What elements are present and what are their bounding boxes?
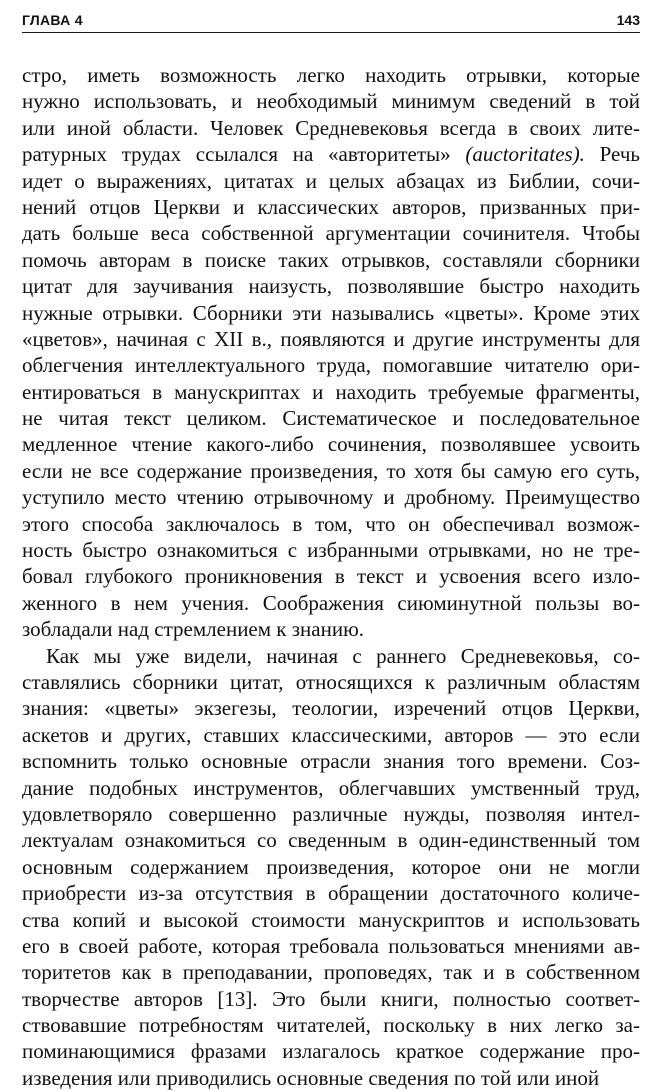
text-line: зобладали над стремлением к знанию. [22, 617, 365, 642]
text-line: дать больше веса собственной аргументации сочинителя. Чтобы [22, 221, 640, 246]
text-line: приобрести из-за отсутствия в обращении достаточного количе- [22, 881, 640, 906]
paragraph-1 [22, 62, 640, 643]
text-line: медленное чтение какого-либо сочинения, позволявшее усвоить [22, 432, 640, 457]
text-line: аскетов и других, ставших классическими, авторов — это если [22, 722, 640, 747]
text-line: торитетов как в преподавании, проповедях, так и в собственном [22, 960, 640, 985]
text-line: ства копий и высокой стоимости манускриптов и использовать [22, 907, 640, 932]
text-line: изведения или приводились основные сведения по той или иной [22, 1065, 600, 1090]
text-line: или иной области. Человек Средневековья всегда в своих лите- [22, 115, 640, 140]
text-line: дание подобных инструментов, облегчавших умственный труд, [22, 775, 640, 800]
text-line: помочь авторам в поиске таких отрывков, составляли сборники [22, 247, 640, 272]
body-text [22, 62, 640, 1091]
latin-term: (auctoritates). [465, 142, 585, 167]
text-line: «цветов», начиная с XII в., появляются и другие инструменты для [22, 326, 640, 351]
running-head [22, 10, 640, 33]
text-line: вспомнить только основные отрасли знания того времени. Соз- [22, 749, 640, 774]
text-line: ставлялись сборники цитат, относящихся к различным областям [22, 669, 640, 694]
text-line: ность быстро ознакомиться с избранными отрывками, но не тре- [22, 538, 640, 563]
text-line: облегчения интеллектуального труда, помогавшие читателю ори- [22, 353, 640, 378]
text-line: удовлетворяло совершенно различные нужды, позволяя интел- [22, 801, 640, 826]
paragraph-2 [22, 643, 640, 1091]
text-line: не читая текст целиком. Систематическое и последовательное [22, 406, 640, 431]
text-line: нужно использовать, и необходимый минимум сведений в той [22, 89, 640, 114]
text-line: творчестве авторов [13]. Это были книги, полностью соответ- [22, 986, 640, 1011]
text-line: знания: «цветы» экзегезы, теологии, изречений отцов Церкви, [22, 696, 640, 721]
text-line: бовал глубокого проникновения в текст и усвоения всего изло- [22, 564, 640, 589]
text-line: этого способа заключалось в том, что он обеспечивал возмож- [22, 511, 640, 536]
text-line: основным содержанием произведения, которое они не могли [22, 854, 640, 879]
text-line: его в своей работе, которая требовала пользоваться мнениями ав- [22, 933, 640, 958]
text-line: нужные отрывки. Сборники эти назывались «цветы». Кроме этих [22, 300, 640, 325]
text-line: цитат для заучивания наизусть, позволявшие быстро находить [22, 274, 640, 299]
page-number: 143 [616, 12, 640, 28]
text-line: ратурных трудах ссылался на «авторитеты» (auctoritates). Речь [22, 142, 640, 167]
text-line: поминающимися фразами излагалось краткое содержание про- [22, 1039, 640, 1064]
text-line: ентироваться в манускриптах и находить требуемые фрагменты, [22, 379, 640, 404]
text-line: уступило место чтению отрывочному и дробному. Преимущество [22, 485, 640, 510]
text-line: ствовавшие потребностям читателей, поскольку в них легко за- [22, 1013, 640, 1038]
text-line: если не все содержание произведения, то хотя бы самую его суть, [22, 458, 640, 483]
text-line: идет о выражениях, цитатах и целых абзацах из Библии, сочи- [22, 168, 640, 193]
text-line: стро, иметь возможность легко находить отрывки, которые [22, 63, 640, 87]
text-line: нений отцов Церкви и классических авторов, призванных при- [22, 194, 640, 219]
chapter-title: ГЛАВА 4 [22, 12, 83, 28]
text-line: женного в нем учения. Соображения сиюминутной пользы во- [22, 590, 640, 615]
text-line: лектуалам ознакомиться со сведенным в один-единственный том [22, 828, 640, 853]
text-line: Как мы уже видели, начиная с раннего Средневековья, со- [46, 643, 640, 668]
